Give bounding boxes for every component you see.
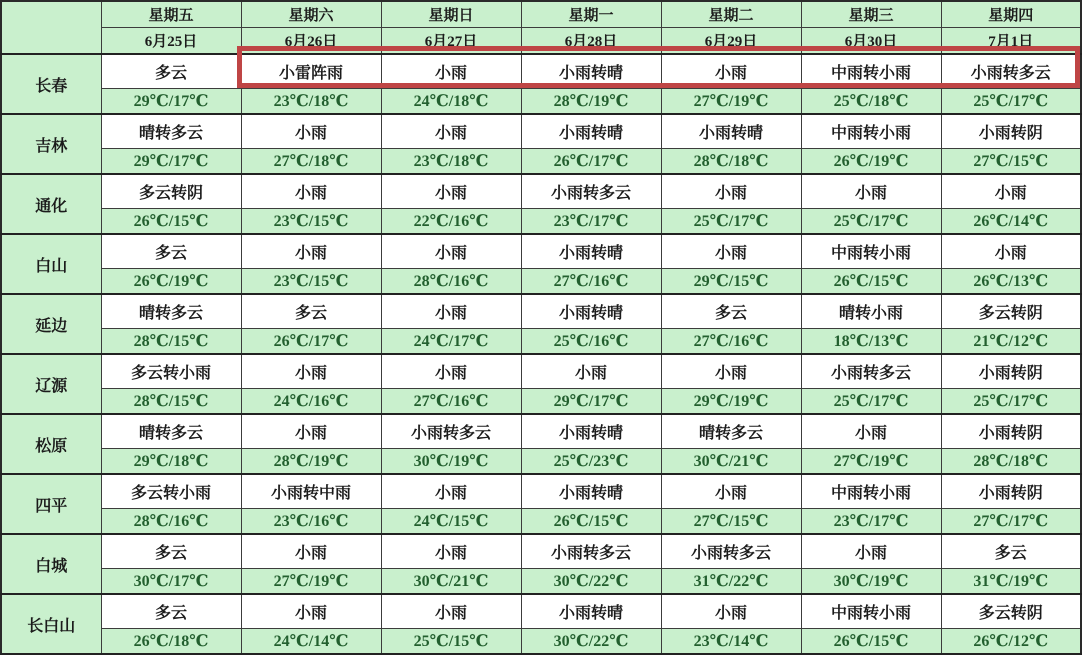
temperature-cell: 28℃/19℃ <box>521 89 661 115</box>
condition-cell: 小雨转晴 <box>521 114 661 149</box>
condition-cell: 小雨转晴 <box>521 594 661 629</box>
condition-cell: 多云 <box>101 594 241 629</box>
temperature-cell: 31℃/19℃ <box>941 569 1081 595</box>
temperature-cell: 26℃/13℃ <box>941 269 1081 295</box>
temperature-row <box>1 569 1081 595</box>
condition-cell: 晴转小雨 <box>801 294 941 329</box>
day-header-cell: 星期一 <box>521 1 661 28</box>
temperature-cell: 27℃/16℃ <box>381 389 521 415</box>
temperature-cell: 26℃/15℃ <box>101 209 241 235</box>
temperature-cell: 23℃/15℃ <box>241 209 381 235</box>
temperature-cell: 25℃/17℃ <box>941 89 1081 115</box>
city-name-cell: 辽源 <box>1 354 101 414</box>
condition-cell: 多云 <box>241 294 381 329</box>
condition-cell: 多云 <box>941 534 1081 569</box>
temperature-cell: 24℃/18℃ <box>381 89 521 115</box>
temperature-row <box>1 269 1081 295</box>
temperature-cell: 29℃/17℃ <box>521 389 661 415</box>
condition-cell: 小雨 <box>381 174 521 209</box>
condition-cell: 小雨转阴 <box>941 414 1081 449</box>
temperature-cell: 27℃/18℃ <box>241 149 381 175</box>
temperature-cell: 25℃/17℃ <box>801 209 941 235</box>
temperature-cell: 27℃/16℃ <box>521 269 661 295</box>
temperature-cell: 26℃/15℃ <box>801 629 941 655</box>
temperature-row <box>1 629 1081 655</box>
temperature-cell: 28℃/16℃ <box>101 509 241 535</box>
condition-cell: 小雨 <box>241 594 381 629</box>
date-header-cell: 6月27日 <box>381 28 521 55</box>
condition-cell: 小雨 <box>941 234 1081 269</box>
temperature-cell: 25℃/17℃ <box>661 209 801 235</box>
temperature-cell: 28℃/15℃ <box>101 389 241 415</box>
temperature-cell: 25℃/17℃ <box>801 389 941 415</box>
day-header-cell: 星期六 <box>241 1 381 28</box>
temperature-row <box>1 449 1081 475</box>
table-header <box>1 1 1081 54</box>
temperature-cell: 24℃/17℃ <box>381 329 521 355</box>
temperature-cell: 26℃/18℃ <box>101 629 241 655</box>
temperature-cell: 30℃/22℃ <box>521 569 661 595</box>
condition-cell: 小雨 <box>801 534 941 569</box>
temperature-cell: 28℃/18℃ <box>941 449 1081 475</box>
condition-cell: 小雨 <box>381 474 521 509</box>
temperature-cell: 26℃/12℃ <box>941 629 1081 655</box>
city-name-cell: 白城 <box>1 534 101 594</box>
condition-cell: 小雨 <box>521 354 661 389</box>
condition-cell: 中雨转小雨 <box>801 474 941 509</box>
temperature-cell: 26℃/17℃ <box>241 329 381 355</box>
condition-cell: 小雨 <box>241 414 381 449</box>
condition-cell: 小雨 <box>381 534 521 569</box>
temperature-cell: 27℃/19℃ <box>661 89 801 115</box>
condition-cell: 多云 <box>101 234 241 269</box>
temperature-cell: 28℃/18℃ <box>661 149 801 175</box>
day-header-cell: 星期四 <box>941 1 1081 28</box>
temperature-row <box>1 149 1081 175</box>
temperature-cell: 27℃/16℃ <box>661 329 801 355</box>
temperature-cell: 29℃/15℃ <box>661 269 801 295</box>
condition-cell: 中雨转小雨 <box>801 234 941 269</box>
temperature-cell: 30℃/17℃ <box>101 569 241 595</box>
city-name-cell: 长春 <box>1 54 101 114</box>
temperature-row <box>1 329 1081 355</box>
condition-row <box>1 234 1081 269</box>
condition-cell: 小雨 <box>381 54 521 89</box>
condition-row <box>1 414 1081 449</box>
temperature-cell: 30℃/21℃ <box>661 449 801 475</box>
condition-cell: 小雨 <box>661 594 801 629</box>
condition-cell: 小雨转多云 <box>661 534 801 569</box>
condition-cell: 中雨转小雨 <box>801 594 941 629</box>
condition-cell: 多云转小雨 <box>101 354 241 389</box>
condition-cell: 小雨转晴 <box>521 294 661 329</box>
city-name-cell: 吉林 <box>1 114 101 174</box>
condition-cell: 小雨 <box>241 174 381 209</box>
temperature-cell: 23℃/15℃ <box>241 269 381 295</box>
temperature-cell: 26℃/17℃ <box>521 149 661 175</box>
condition-row <box>1 474 1081 509</box>
temperature-row <box>1 509 1081 535</box>
condition-cell: 多云转阴 <box>941 294 1081 329</box>
date-header-cell: 6月29日 <box>661 28 801 55</box>
day-header-cell: 星期日 <box>381 1 521 28</box>
temperature-cell: 23℃/14℃ <box>661 629 801 655</box>
condition-cell: 小雨 <box>661 54 801 89</box>
temperature-cell: 30℃/21℃ <box>381 569 521 595</box>
condition-row <box>1 294 1081 329</box>
temperature-cell: 26℃/19℃ <box>801 149 941 175</box>
condition-cell: 小雨转晴 <box>521 234 661 269</box>
condition-cell: 多云 <box>101 54 241 89</box>
condition-cell: 小雨 <box>661 474 801 509</box>
condition-cell: 小雨 <box>241 234 381 269</box>
condition-cell: 晴转多云 <box>101 294 241 329</box>
temperature-cell: 23℃/17℃ <box>801 509 941 535</box>
temperature-cell: 31℃/22℃ <box>661 569 801 595</box>
temperature-row <box>1 209 1081 235</box>
temperature-cell: 23℃/16℃ <box>241 509 381 535</box>
temperature-cell: 30℃/19℃ <box>801 569 941 595</box>
day-header-cell: 星期三 <box>801 1 941 28</box>
condition-cell: 多云转阴 <box>941 594 1081 629</box>
condition-cell: 小雨 <box>241 354 381 389</box>
temperature-cell: 21℃/12℃ <box>941 329 1081 355</box>
temperature-cell: 22℃/16℃ <box>381 209 521 235</box>
condition-row <box>1 594 1081 629</box>
condition-cell: 小雨 <box>381 234 521 269</box>
temperature-cell: 24℃/16℃ <box>241 389 381 415</box>
city-name-cell: 通化 <box>1 174 101 234</box>
city-name-cell: 四平 <box>1 474 101 534</box>
condition-cell: 小雨转晴 <box>521 54 661 89</box>
condition-cell: 多云 <box>661 294 801 329</box>
day-header-cell: 星期二 <box>661 1 801 28</box>
condition-cell: 小雨 <box>381 294 521 329</box>
condition-cell: 小雨 <box>241 114 381 149</box>
temperature-cell: 28℃/15℃ <box>101 329 241 355</box>
temperature-cell: 24℃/14℃ <box>241 629 381 655</box>
condition-cell: 晴转多云 <box>661 414 801 449</box>
city-name-cell: 长白山 <box>1 594 101 654</box>
temperature-cell: 27℃/17℃ <box>941 509 1081 535</box>
date-header-cell: 6月28日 <box>521 28 661 55</box>
temperature-cell: 24℃/15℃ <box>381 509 521 535</box>
temperature-cell: 23℃/18℃ <box>381 149 521 175</box>
condition-cell: 小雨转多云 <box>521 534 661 569</box>
condition-row <box>1 534 1081 569</box>
date-header-cell: 6月25日 <box>101 28 241 55</box>
day-header-row <box>1 1 1081 28</box>
temperature-cell: 27℃/15℃ <box>661 509 801 535</box>
city-name-cell: 延边 <box>1 294 101 354</box>
date-header-cell: 6月30日 <box>801 28 941 55</box>
condition-cell: 小雨转多云 <box>801 354 941 389</box>
temperature-cell: 26℃/14℃ <box>941 209 1081 235</box>
condition-cell: 小雨 <box>941 174 1081 209</box>
temperature-cell: 29℃/17℃ <box>101 89 241 115</box>
condition-cell: 多云 <box>101 534 241 569</box>
condition-cell: 中雨转小雨 <box>801 114 941 149</box>
condition-cell: 小雷阵雨 <box>241 54 381 89</box>
temperature-cell: 18℃/13℃ <box>801 329 941 355</box>
day-header-cell: 星期五 <box>101 1 241 28</box>
temperature-cell: 25℃/16℃ <box>521 329 661 355</box>
condition-cell: 小雨 <box>381 594 521 629</box>
temperature-cell: 28℃/16℃ <box>381 269 521 295</box>
temperature-cell: 27℃/19℃ <box>241 569 381 595</box>
temperature-cell: 23℃/17℃ <box>521 209 661 235</box>
condition-row <box>1 354 1081 389</box>
condition-row <box>1 54 1081 89</box>
corner-cell <box>1 1 101 54</box>
temperature-cell: 26℃/15℃ <box>521 509 661 535</box>
temperature-row <box>1 389 1081 415</box>
temperature-cell: 25℃/17℃ <box>941 389 1081 415</box>
condition-cell: 小雨 <box>661 354 801 389</box>
condition-cell: 小雨 <box>381 354 521 389</box>
temperature-cell: 25℃/15℃ <box>381 629 521 655</box>
temperature-cell: 25℃/23℃ <box>521 449 661 475</box>
condition-cell: 小雨 <box>381 114 521 149</box>
date-header-cell: 6月26日 <box>241 28 381 55</box>
temperature-cell: 27℃/15℃ <box>941 149 1081 175</box>
table-body <box>1 54 1081 654</box>
condition-cell: 中雨转小雨 <box>801 54 941 89</box>
city-name-cell: 松原 <box>1 414 101 474</box>
condition-cell: 小雨转多云 <box>941 54 1081 89</box>
temperature-cell: 28℃/19℃ <box>241 449 381 475</box>
condition-cell: 小雨转多云 <box>381 414 521 449</box>
temperature-cell: 30℃/22℃ <box>521 629 661 655</box>
condition-cell: 小雨转中雨 <box>241 474 381 509</box>
condition-cell: 小雨转晴 <box>521 474 661 509</box>
condition-cell: 小雨 <box>801 414 941 449</box>
temperature-cell: 29℃/19℃ <box>661 389 801 415</box>
temperature-cell: 30℃/19℃ <box>381 449 521 475</box>
temperature-cell: 26℃/15℃ <box>801 269 941 295</box>
condition-cell: 小雨 <box>661 174 801 209</box>
temperature-cell: 25℃/18℃ <box>801 89 941 115</box>
condition-cell: 小雨 <box>661 234 801 269</box>
condition-cell: 小雨转阴 <box>941 474 1081 509</box>
temperature-cell: 29℃/18℃ <box>101 449 241 475</box>
temperature-cell: 27℃/19℃ <box>801 449 941 475</box>
condition-cell: 多云转小雨 <box>101 474 241 509</box>
condition-cell: 小雨 <box>241 534 381 569</box>
date-header-row <box>1 28 1081 55</box>
condition-cell: 晴转多云 <box>101 414 241 449</box>
condition-cell: 小雨转晴 <box>661 114 801 149</box>
condition-row <box>1 114 1081 149</box>
temperature-row <box>1 89 1081 115</box>
temperature-cell: 26℃/19℃ <box>101 269 241 295</box>
condition-cell: 小雨转阴 <box>941 114 1081 149</box>
condition-cell: 小雨转晴 <box>521 414 661 449</box>
condition-cell: 小雨转多云 <box>521 174 661 209</box>
temperature-cell: 23℃/18℃ <box>241 89 381 115</box>
condition-cell: 小雨转阴 <box>941 354 1081 389</box>
city-name-cell: 白山 <box>1 234 101 294</box>
temperature-cell: 29℃/17℃ <box>101 149 241 175</box>
condition-cell: 小雨 <box>801 174 941 209</box>
condition-row <box>1 174 1081 209</box>
condition-cell: 多云转阴 <box>101 174 241 209</box>
condition-cell: 晴转多云 <box>101 114 241 149</box>
date-header-cell: 7月1日 <box>941 28 1081 55</box>
